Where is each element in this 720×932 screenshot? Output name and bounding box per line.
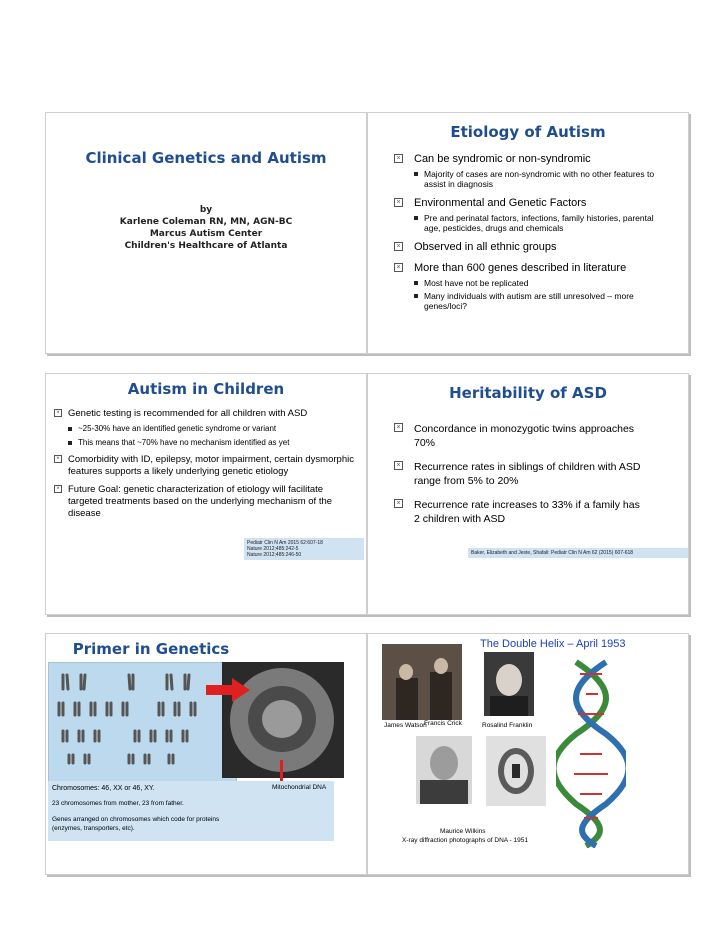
slide-heritability <box>368 374 688 614</box>
caption-wilkins: Maurice Wilkins <box>440 828 486 835</box>
caption-xray: X-ray diffraction photographs of DNA - 1951 <box>402 837 528 844</box>
bullet: × Comorbidity with ID, epilepsy, motor impairment, certain dysmorphic features supports a likely underlying genetic etiology <box>54 454 359 478</box>
bullet: × Can be syndromic or non-syndromic Majority of cases are non-syndromic with no other features to assist in diagnosis <box>394 153 670 189</box>
franklin-photo <box>484 652 534 716</box>
checkbox-bullet-icon: × <box>394 499 403 508</box>
sub-bullet: This means that ~70% have no mechanism identified as yet <box>68 438 359 448</box>
checkbox-bullet-icon: × <box>394 263 403 272</box>
bullet: × Recurrence rate increases to 33% if a family has 2 children with ASD <box>394 498 644 526</box>
xray-photo <box>486 736 546 806</box>
wilkins-photo <box>416 736 472 804</box>
checkbox-bullet-icon: × <box>394 423 403 432</box>
slide-etiology <box>368 113 688 353</box>
slide-4-bullets <box>394 422 644 534</box>
square-bullet-icon <box>414 281 418 285</box>
slide-6-title: The Double Helix – April 1953 <box>480 638 626 650</box>
checkbox-bullet-icon: × <box>394 242 403 251</box>
sub-bullet: Most have not be replicated <box>414 278 670 288</box>
checkbox-bullet-icon: × <box>394 461 403 470</box>
slide-1-title: Clinical Genetics and Autism <box>85 149 327 167</box>
slide-3-title: Autism in Children <box>127 380 285 398</box>
checkbox-bullet-icon: × <box>394 198 403 207</box>
checkbox-bullet-icon: × <box>54 485 62 493</box>
bullet: × Future Goal: genetic characterization of etiology will facilitate targeted treatments based on the underlying mechanism of the disease <box>54 484 359 520</box>
slide-3-citation: Pediatr Clin N Am 2015 62:607-18 Nature 2012;485:242-5 Nature 2012;485:246-50 <box>244 538 364 560</box>
square-bullet-icon <box>68 441 72 445</box>
genes-text: Genes arranged on chromosomes which code for proteins (enzymes, transporters, etc). <box>52 816 220 832</box>
sub-bullet: Majority of cases are non-syndromic with no other features to assist in diagnosis <box>414 169 670 189</box>
square-bullet-icon <box>68 427 72 431</box>
slide-1-author: Karlene Coleman RN, MN, AGN-BC <box>119 217 293 227</box>
caption-crick: Francis Crick <box>424 720 462 727</box>
dna-helix-icon <box>556 658 626 848</box>
slide-primer <box>46 634 366 874</box>
square-bullet-icon <box>414 294 418 298</box>
slide-2-bullets <box>394 153 670 319</box>
slide-double-helix <box>368 634 688 874</box>
sub-bullet: ~25-30% have an identified genetic syndrome or variant <box>68 424 359 434</box>
bullet: × Recurrence rates in siblings of children with ASD range from 5% to 20% <box>394 460 644 488</box>
slide-4-citation: Baker, Elizabeth and Jeste, Shafali: Pediatr Clin N Am 62 (2015) 607-618 <box>468 548 688 558</box>
chromosome-origin-text: 23 chromosomes from mother, 23 from father. <box>52 800 184 807</box>
bullet: × Observed in all ethnic groups <box>394 241 670 254</box>
arrow-icon <box>206 678 250 702</box>
square-bullet-icon <box>414 172 418 176</box>
slide-1-center: Marcus Autism Center <box>149 229 263 239</box>
watson-crick-photo <box>382 644 462 720</box>
slide-title <box>46 113 366 353</box>
square-bullet-icon <box>414 216 418 220</box>
bullet: × Genetic testing is recommended for all children with ASD ~25-30% have an identified genetic syndrome or variant This means that ~70% have no mechanism identified as yet <box>54 408 359 448</box>
checkbox-bullet-icon: × <box>54 455 62 463</box>
slide-5-title: Primer in Genetics <box>72 640 230 658</box>
checkbox-bullet-icon: × <box>54 409 62 417</box>
slide-4-title: Heritability of ASD <box>449 384 607 402</box>
bullet: × More than 600 genes described in literature Most have not be replicated Many individuals with autism are still unresolved – more genes/loci? <box>394 262 670 311</box>
mito-label: Mitochondrial DNA <box>272 784 327 791</box>
slide-1-org: Children's Healthcare of Atlanta <box>124 241 288 251</box>
dna-model-image <box>556 658 626 848</box>
slide-1-by: by <box>199 205 213 215</box>
sub-bullet: Many individuals with autism are still unresolved – more genes/loci? <box>414 291 670 311</box>
slide-autism-children <box>46 374 366 614</box>
caption-franklin: Rosalind Franklin <box>482 722 533 729</box>
slide-3-bullets <box>54 408 359 528</box>
bullet: × Concordance in monozygotic twins approaches 70% <box>394 422 644 450</box>
sub-bullet: Pre and perinatal factors, infections, family histories, parental age, pesticides, drugs and chemicals <box>414 213 670 233</box>
checkbox-bullet-icon: × <box>394 154 403 163</box>
chromosome-count-text: Chromosomes: 46, XX or 46, XY. <box>52 785 155 792</box>
slide-2-title: Etiology of Autism <box>450 123 606 141</box>
bullet: × Environmental and Genetic Factors Pre and perinatal factors, infections, family histories, parental age, pesticides, drugs and chemicals <box>394 197 670 233</box>
caption-watson: James Watson <box>384 722 427 729</box>
